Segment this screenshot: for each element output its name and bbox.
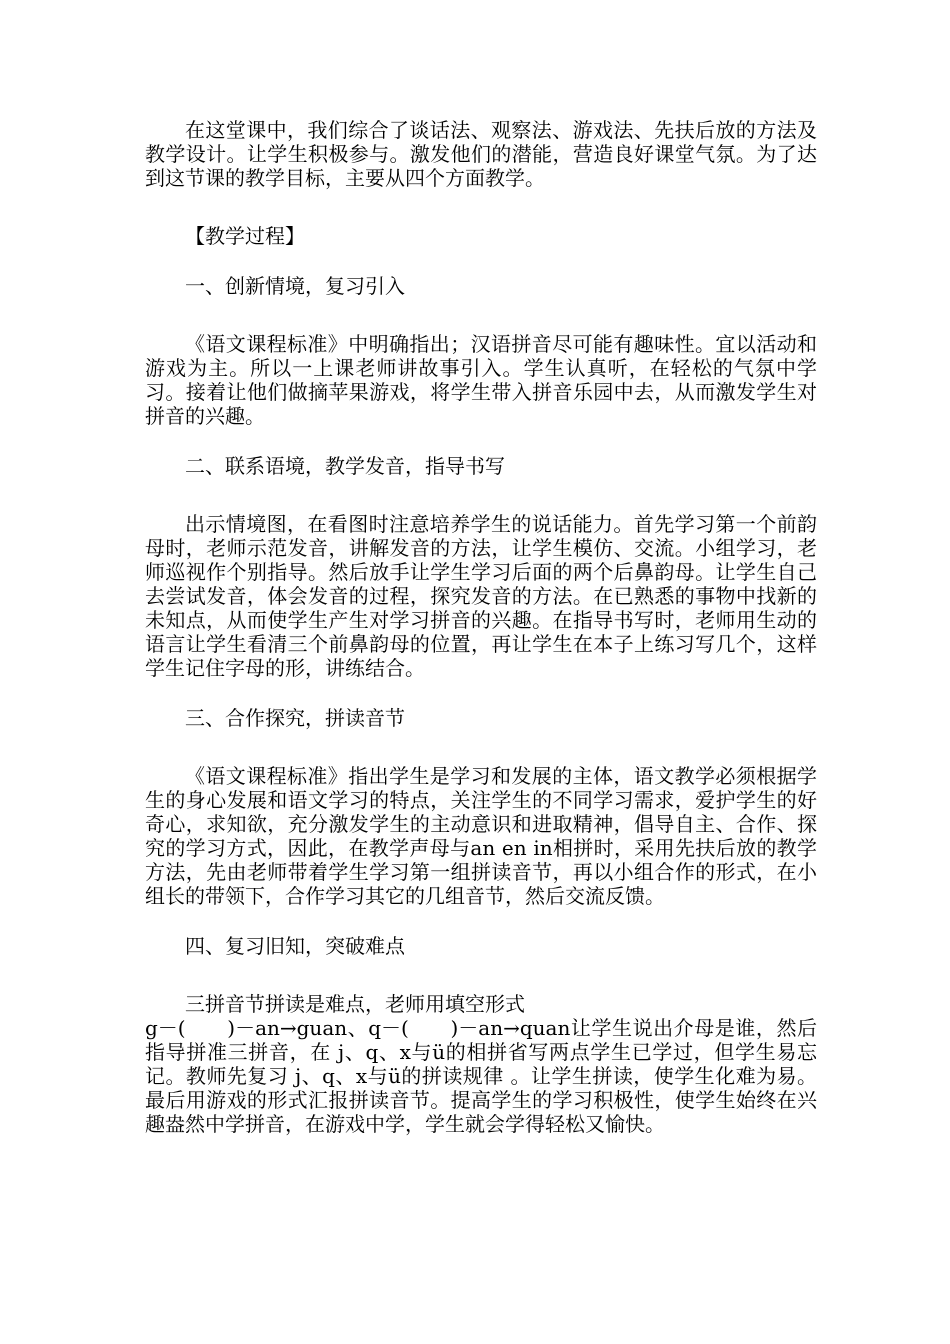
intro-paragraph: 在这堂课中，我们综合了谈话法、观察法、游戏法、先扶后放的方法及教学设计。让学生积极参与。激发他们的潜能，营造良好课堂气氛。为了达到这节课的教学目标，主要从四个方面教学。 bbox=[145, 118, 817, 190]
paragraph-section-4-first-line: 三拼音节拼读是难点，老师用填空形式 bbox=[185, 992, 525, 1016]
paragraph-section-4-body: g－( )－an→guan、q－( )－an→quan让学生说出介母是谁，然后指导拼准三拼音，在 j、q、x与ü的相拼省写两点学生已学过，但学生易忘记。教师先复习 j、q、x与ü的拼读规律 。让学生拼读，使学生化难为易。最后用游戏的形式汇报拼读音节。提高学生的学习积极性，使学生始终在兴趣盎然中学拼音，在游戏中学，学生就会学得轻松又愉快。 bbox=[145, 1016, 817, 1136]
paragraph-section-1: 《语文课程标准》中明确指出；汉语拼音尽可能有趣味性。宜以活动和游戏为主。所以一上课老师讲故事引入。学生认真听，在轻松的气氛中学习。接着让他们做摘苹果游戏，将学生带入拼音乐园中去，从而激发学生对拼音的兴趣。 bbox=[145, 332, 817, 428]
paragraph-section-2: 出示情境图，在看图时注意培养学生的说话能力。首先学习第一个前韵母时，老师示范发音，讲解发音的方法，让学生模仿、交流。小组学习，老师巡视作个别指导。然后放手让学生学习后面的两个后鼻韵母。让学生自己去尝试发音，体会发音的过程，探究发音的方法。在已熟悉的事物中找新的未知点，从而使学生产生对学习拼音的兴趣。在指导书写时，老师用生动的语言让学生看清三个前鼻韵母的位置，再让学生在本子上练习写几个，这样学生记住字母的形，讲练结合。 bbox=[145, 512, 817, 680]
section-heading-2: 二、联系语境，教学发音，指导书写 bbox=[185, 454, 505, 478]
document-page bbox=[145, 118, 817, 1136]
section-heading-1: 一、创新情境，复习引入 bbox=[185, 274, 405, 298]
section-heading-teaching-process: 【教学过程】 bbox=[185, 224, 305, 248]
paragraph-section-3: 《语文课程标准》指出学生是学习和发展的主体，语文教学必须根据学生的身心发展和语文学习的特点，关注学生的不同学习需求，爱护学生的好奇心，求知欲，充分激发学生的主动意识和进取精神，倡导自主、合作、探究的学习方式，因此，在教学声母与an en in相拼时，采用先扶后放的教学方法，先由老师带着学生学习第一组拼读音节，再以小组合作的形式，在小组长的带领下，合作学习其它的几组音节，然后交流反馈。 bbox=[145, 764, 817, 908]
section-heading-3: 三、合作探究，拼读音节 bbox=[185, 706, 405, 730]
paragraph-section-4 bbox=[145, 992, 817, 1136]
section-heading-4: 四、复习旧知，突破难点 bbox=[185, 934, 405, 958]
